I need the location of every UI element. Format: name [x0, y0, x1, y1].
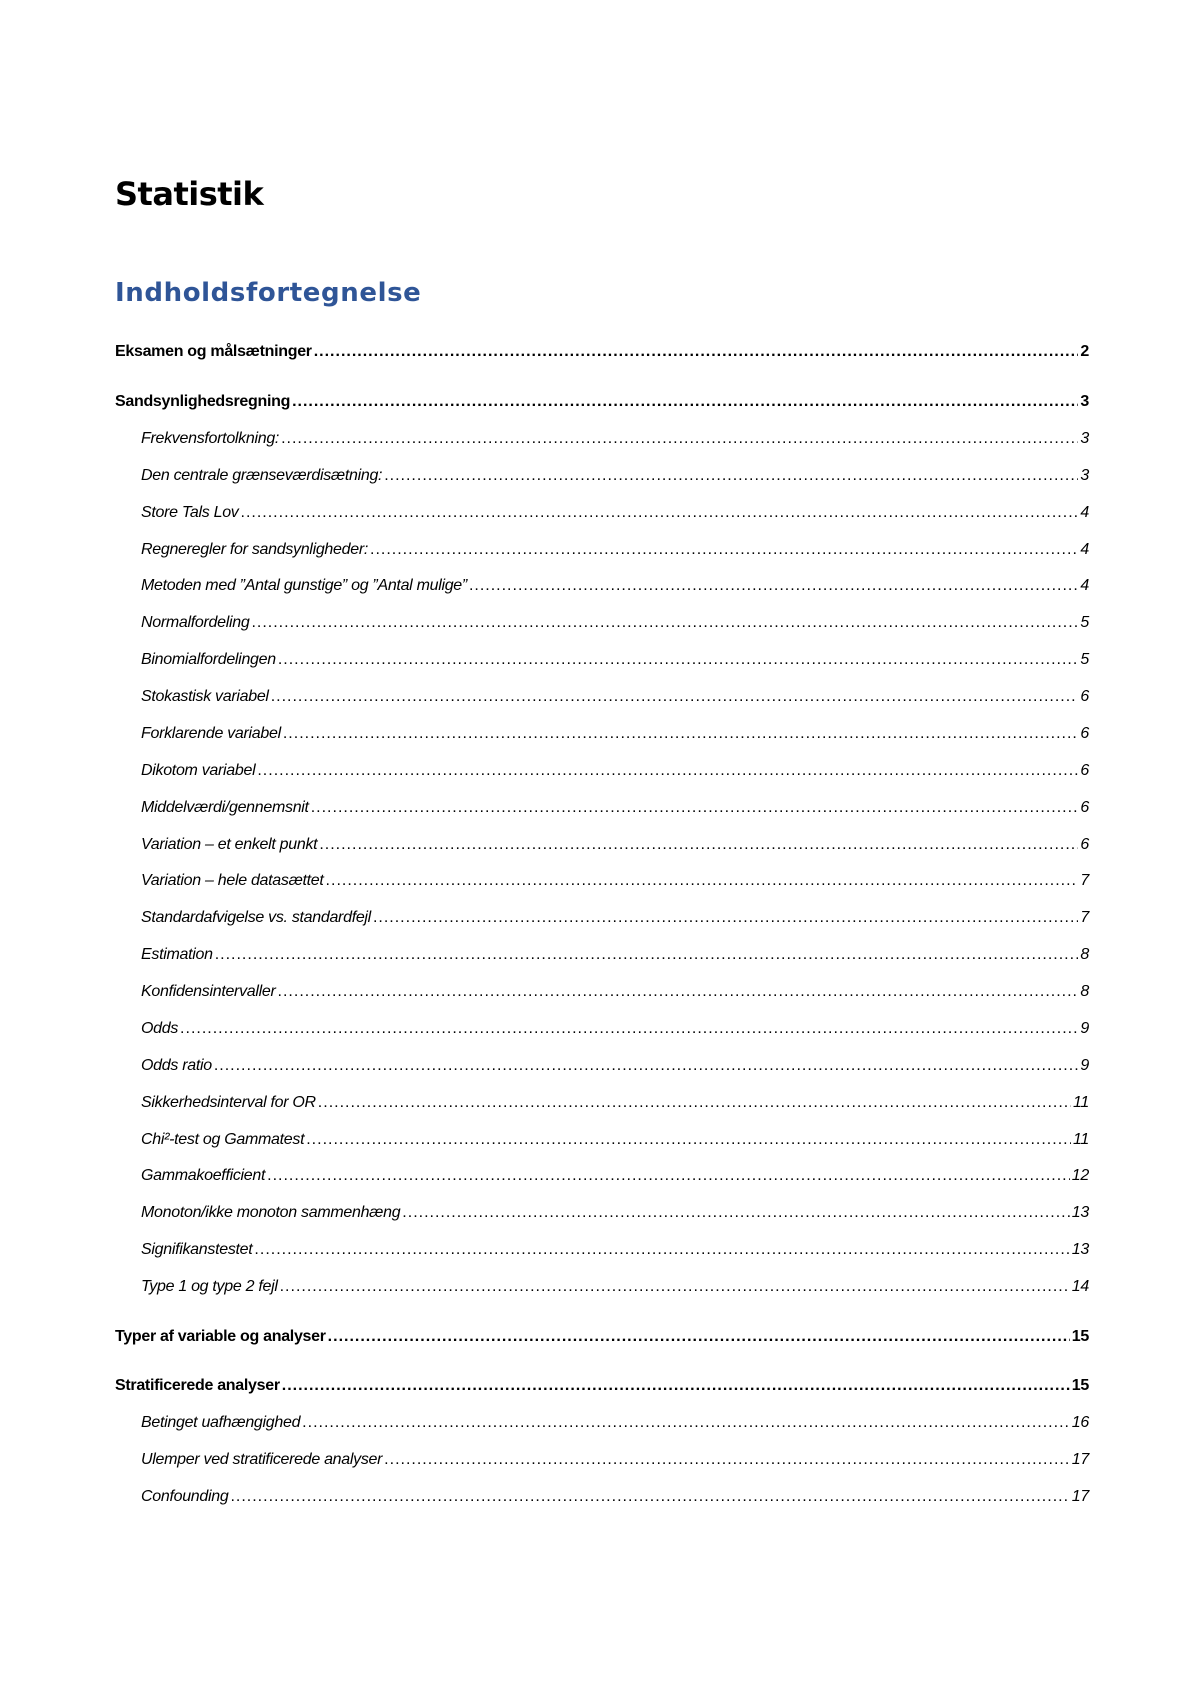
toc-entry-label: Chi²-test og Gammatest	[141, 1131, 305, 1148]
toc-entry-page: 13	[1071, 1204, 1089, 1221]
toc-entry[interactable]	[141, 427, 1089, 451]
toc-entry[interactable]	[141, 869, 1089, 893]
toc-entry[interactable]	[141, 1275, 1089, 1299]
toc-entry-page: 6	[1080, 799, 1089, 816]
toc-entry-page: 17	[1071, 1451, 1089, 1468]
toc-entry-page: 4	[1080, 541, 1089, 558]
toc-entry-label: Monoton/ikke monoton sammenhæng	[141, 1204, 401, 1221]
toc-leader	[180, 1017, 1078, 1041]
toc-entry-page: 5	[1080, 614, 1089, 631]
toc-leader	[280, 1275, 1070, 1299]
toc-entry-label: Regneregler for sandsynligheder:	[141, 541, 368, 558]
toc-entry[interactable]	[141, 796, 1089, 820]
toc-entry-label: Konfidensintervaller	[141, 983, 276, 1000]
toc-entry-label: Dikotom variabel	[141, 762, 256, 779]
toc-entry[interactable]	[141, 980, 1089, 1004]
toc-entry[interactable]	[141, 648, 1089, 672]
toc-leader	[311, 796, 1079, 820]
toc-leader	[328, 1325, 1070, 1349]
toc-entry[interactable]	[141, 501, 1089, 525]
toc-entry-page: 5	[1080, 651, 1089, 668]
toc-entry[interactable]	[141, 464, 1089, 488]
toc-leader	[254, 1238, 1069, 1262]
toc-entry-label: Odds ratio	[141, 1057, 212, 1074]
toc-entry[interactable]	[115, 390, 1089, 414]
toc-leader	[283, 722, 1079, 746]
toc-leader	[278, 980, 1079, 1004]
toc-entry[interactable]	[141, 906, 1089, 930]
toc-leader	[281, 427, 1078, 451]
toc-entry-label: Forklarende variabel	[141, 725, 281, 742]
toc-entry-label: Variation – hele datasættet	[141, 872, 324, 889]
toc-entry-page: 14	[1071, 1278, 1089, 1295]
toc-entry[interactable]	[141, 1164, 1089, 1188]
toc-entry-page: 7	[1080, 909, 1089, 926]
toc-entry[interactable]	[141, 1091, 1089, 1115]
toc-entry-page: 11	[1072, 1094, 1089, 1111]
toc-leader	[271, 685, 1079, 709]
toc-leader	[278, 648, 1079, 672]
toc-entry-page: 8	[1080, 946, 1089, 963]
toc-entry[interactable]	[141, 1017, 1089, 1041]
toc-entry-page: 9	[1080, 1020, 1089, 1037]
toc-entry-label: Gammakoefficient	[141, 1167, 266, 1184]
toc-leader	[319, 833, 1078, 857]
toc-entry-label: Betinget uafhængighed	[141, 1414, 301, 1431]
toc-heading: Indholdsfortegnelse	[115, 278, 422, 308]
toc-entry-page: 4	[1080, 577, 1089, 594]
toc-entry-page: 12	[1071, 1167, 1089, 1184]
toc-leader	[373, 906, 1078, 930]
toc-leader	[251, 611, 1078, 635]
toc-leader	[370, 538, 1078, 562]
toc-entry[interactable]	[141, 759, 1089, 783]
document-title: Statistik	[115, 175, 264, 213]
toc-entry-page: 6	[1080, 725, 1089, 742]
toc-entry-page: 3	[1080, 467, 1089, 484]
toc-entry-page: 15	[1071, 1377, 1089, 1394]
toc-leader	[306, 1128, 1071, 1152]
toc-leader	[230, 1485, 1069, 1509]
toc-entry-label: Odds	[141, 1020, 179, 1037]
toc-entry-label: Variation – et enkelt punkt	[141, 836, 318, 853]
toc-leader	[469, 574, 1078, 598]
toc-entry-page: 16	[1071, 1414, 1089, 1431]
toc-entry-label: Middelværdi/gennemsnit	[141, 799, 309, 816]
toc-entry[interactable]	[141, 574, 1089, 598]
toc-entry-label: Typer af variable og analyser	[115, 1328, 326, 1345]
toc-leader	[302, 1411, 1070, 1435]
toc-entry-label: Ulemper ved stratificerede analyser	[141, 1451, 383, 1468]
toc-entry[interactable]	[141, 1128, 1089, 1152]
toc-entry-page: 9	[1080, 1057, 1089, 1074]
toc-entry-label: Sikkerhedsinterval for OR	[141, 1094, 316, 1111]
toc-entry-label: Standardafvigelse vs. standardfejl	[141, 909, 371, 926]
toc-entry-page: 3	[1080, 393, 1089, 410]
toc-leader	[214, 1054, 1079, 1078]
toc-entry-label: Sandsynlighedsregning	[115, 393, 291, 410]
toc-leader	[326, 869, 1079, 893]
toc-entry[interactable]	[141, 1411, 1089, 1435]
toc-leader	[241, 501, 1079, 525]
toc-leader	[402, 1201, 1070, 1225]
toc-entry[interactable]	[141, 943, 1089, 967]
toc-entry-page: 3	[1080, 430, 1089, 447]
toc-entry-page: 7	[1080, 872, 1089, 889]
toc-entry[interactable]	[141, 1238, 1089, 1262]
toc-entry-label: Stratificerede analyser	[115, 1377, 280, 1394]
toc-entry[interactable]	[141, 1448, 1089, 1472]
toc-leader	[384, 1448, 1070, 1472]
toc-entry[interactable]	[115, 1374, 1089, 1398]
toc-entry-label: Metoden med ”Antal gunstige” og ”Antal mulige”	[141, 577, 467, 594]
toc-entry[interactable]	[141, 1485, 1089, 1509]
toc-entry-page: 11	[1072, 1131, 1089, 1148]
toc-entry-label: Confounding	[141, 1488, 229, 1505]
toc-entry-page: 6	[1080, 836, 1089, 853]
toc-entry-page: 6	[1080, 688, 1089, 705]
toc-entry[interactable]	[115, 340, 1089, 364]
toc-entry-label: Stokastisk variabel	[141, 688, 269, 705]
toc-leader	[318, 1091, 1071, 1115]
toc-entry-label: Type 1 og type 2 fejl	[141, 1278, 278, 1295]
toc-entry-page: 6	[1080, 762, 1089, 779]
toc-entry-label: Normalfordeling	[141, 614, 250, 631]
toc-entry-page: 17	[1071, 1488, 1089, 1505]
toc-entry-label: Den centrale grænseværdisætning:	[141, 467, 383, 484]
toc-entry[interactable]	[141, 1201, 1089, 1225]
toc-entry-label: Signifikanstestet	[141, 1241, 253, 1258]
toc-leader	[215, 943, 1079, 967]
toc-entry-label: Estimation	[141, 946, 213, 963]
toc-entry-label: Frekvensfortolkning:	[141, 430, 280, 447]
toc-leader	[384, 464, 1078, 488]
toc-entry[interactable]	[115, 1325, 1089, 1349]
toc-entry-label: Store Tals Lov	[141, 504, 239, 521]
toc-entry-page: 15	[1071, 1328, 1089, 1345]
toc-entry-label: Binomialfordelingen	[141, 651, 276, 668]
toc-entry-page: 2	[1080, 343, 1089, 360]
toc-leader	[267, 1164, 1070, 1188]
toc-entry-label: Eksamen og målsætninger	[115, 343, 312, 360]
toc-entry-page: 4	[1080, 504, 1089, 521]
toc-entry-page: 13	[1071, 1241, 1089, 1258]
toc-entry[interactable]	[141, 722, 1089, 746]
toc-leader	[282, 1374, 1070, 1398]
toc-entry[interactable]	[141, 611, 1089, 635]
toc-entry[interactable]	[141, 685, 1089, 709]
toc-entry[interactable]	[141, 538, 1089, 562]
toc-entry-page: 8	[1080, 983, 1089, 1000]
toc-entry[interactable]	[141, 1054, 1089, 1078]
toc-leader	[314, 340, 1079, 364]
toc-entry[interactable]	[141, 833, 1089, 857]
toc-leader	[257, 759, 1078, 783]
toc-leader	[292, 390, 1078, 414]
